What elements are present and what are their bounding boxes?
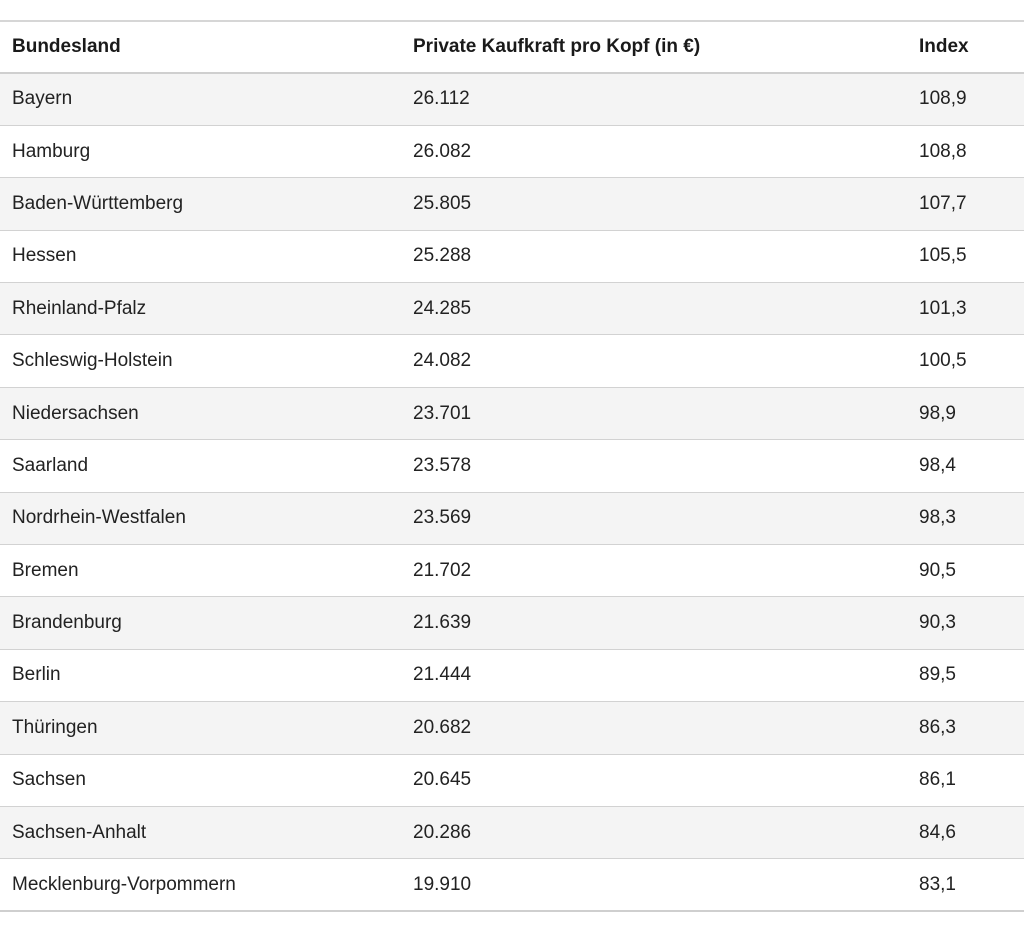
cell-purchasing-power: 23.701: [413, 402, 472, 424]
table-row: [0, 230, 1024, 282]
table-row: [0, 387, 1024, 439]
table-row: [0, 597, 1024, 649]
header-index: Index: [919, 36, 969, 57]
purchasing-power-table: [0, 20, 1024, 912]
cell-index: 86,3: [919, 716, 956, 738]
table-row: [0, 492, 1024, 544]
cell-state: Sachsen-Anhalt: [12, 821, 147, 843]
cell-index: 89,5: [919, 664, 956, 686]
table-header: [0, 21, 1024, 73]
cell-purchasing-power: 20.645: [413, 769, 472, 791]
table-row: [0, 545, 1024, 597]
cell-index: 84,6: [919, 821, 956, 843]
table-row: [0, 859, 1024, 911]
header-row: [0, 21, 1024, 73]
cell-state: Saarland: [12, 454, 89, 476]
cell-index: 90,3: [919, 612, 956, 634]
cell-index: 86,1: [919, 769, 956, 791]
table-row: [0, 335, 1024, 387]
table-row: [0, 702, 1024, 754]
cell-state: Hamburg: [12, 140, 91, 162]
cell-index: 98,4: [919, 454, 956, 476]
cell-index: 100,5: [919, 350, 967, 372]
cell-state: Rheinland-Pfalz: [12, 297, 147, 319]
cell-purchasing-power: 21.444: [413, 664, 472, 686]
cell-index: 101,3: [919, 297, 967, 319]
cell-state: Sachsen: [12, 769, 86, 791]
cell-index: 108,9: [919, 88, 967, 110]
table-row: [0, 178, 1024, 230]
cell-purchasing-power: 24.285: [413, 297, 472, 319]
cell-state: Niedersachsen: [12, 402, 139, 424]
cell-state: Schleswig-Holstein: [12, 350, 173, 372]
header-state: Bundesland: [12, 36, 121, 57]
table-row: [0, 806, 1024, 858]
cell-purchasing-power: 21.702: [413, 559, 472, 581]
cell-state: Hessen: [12, 245, 77, 267]
cell-state: Nordrhein-Westfalen: [12, 507, 186, 529]
cell-purchasing-power: 20.286: [413, 821, 472, 843]
table-body: [0, 73, 1024, 911]
cell-purchasing-power: 25.288: [413, 245, 472, 267]
cell-index: 83,1: [919, 873, 956, 895]
cell-state: Brandenburg: [12, 612, 122, 634]
cell-index: 108,8: [919, 140, 967, 162]
table-row: [0, 283, 1024, 335]
cell-state: Baden-Württemberg: [12, 192, 184, 214]
cell-index: 90,5: [919, 559, 956, 581]
cell-state: Thüringen: [12, 716, 98, 738]
cell-state: Berlin: [12, 664, 61, 686]
header-purchasing-power: Private Kaufkraft pro Kopf (in €): [413, 36, 701, 57]
table-row: [0, 73, 1024, 125]
cell-purchasing-power: 20.682: [413, 716, 472, 738]
cell-purchasing-power: 24.082: [413, 350, 472, 372]
table-row: [0, 649, 1024, 701]
cell-purchasing-power: 19.910: [413, 873, 472, 895]
cell-index: 98,3: [919, 507, 956, 529]
cell-state: Bremen: [12, 559, 79, 581]
cell-purchasing-power: 26.082: [413, 140, 472, 162]
purchasing-power-table-container: [0, 20, 1024, 912]
table-row: [0, 440, 1024, 492]
cell-purchasing-power: 25.805: [413, 192, 472, 214]
table-row: [0, 125, 1024, 177]
cell-purchasing-power: 26.112: [413, 88, 470, 110]
cell-purchasing-power: 23.578: [413, 454, 472, 476]
cell-index: 98,9: [919, 402, 956, 424]
cell-purchasing-power: 23.569: [413, 507, 472, 529]
cell-state: Bayern: [12, 88, 73, 110]
cell-index: 107,7: [919, 192, 967, 214]
table-row: [0, 754, 1024, 806]
cell-index: 105,5: [919, 245, 967, 267]
cell-purchasing-power: 21.639: [413, 612, 472, 634]
cell-state: Mecklenburg-Vorpommern: [12, 873, 236, 895]
